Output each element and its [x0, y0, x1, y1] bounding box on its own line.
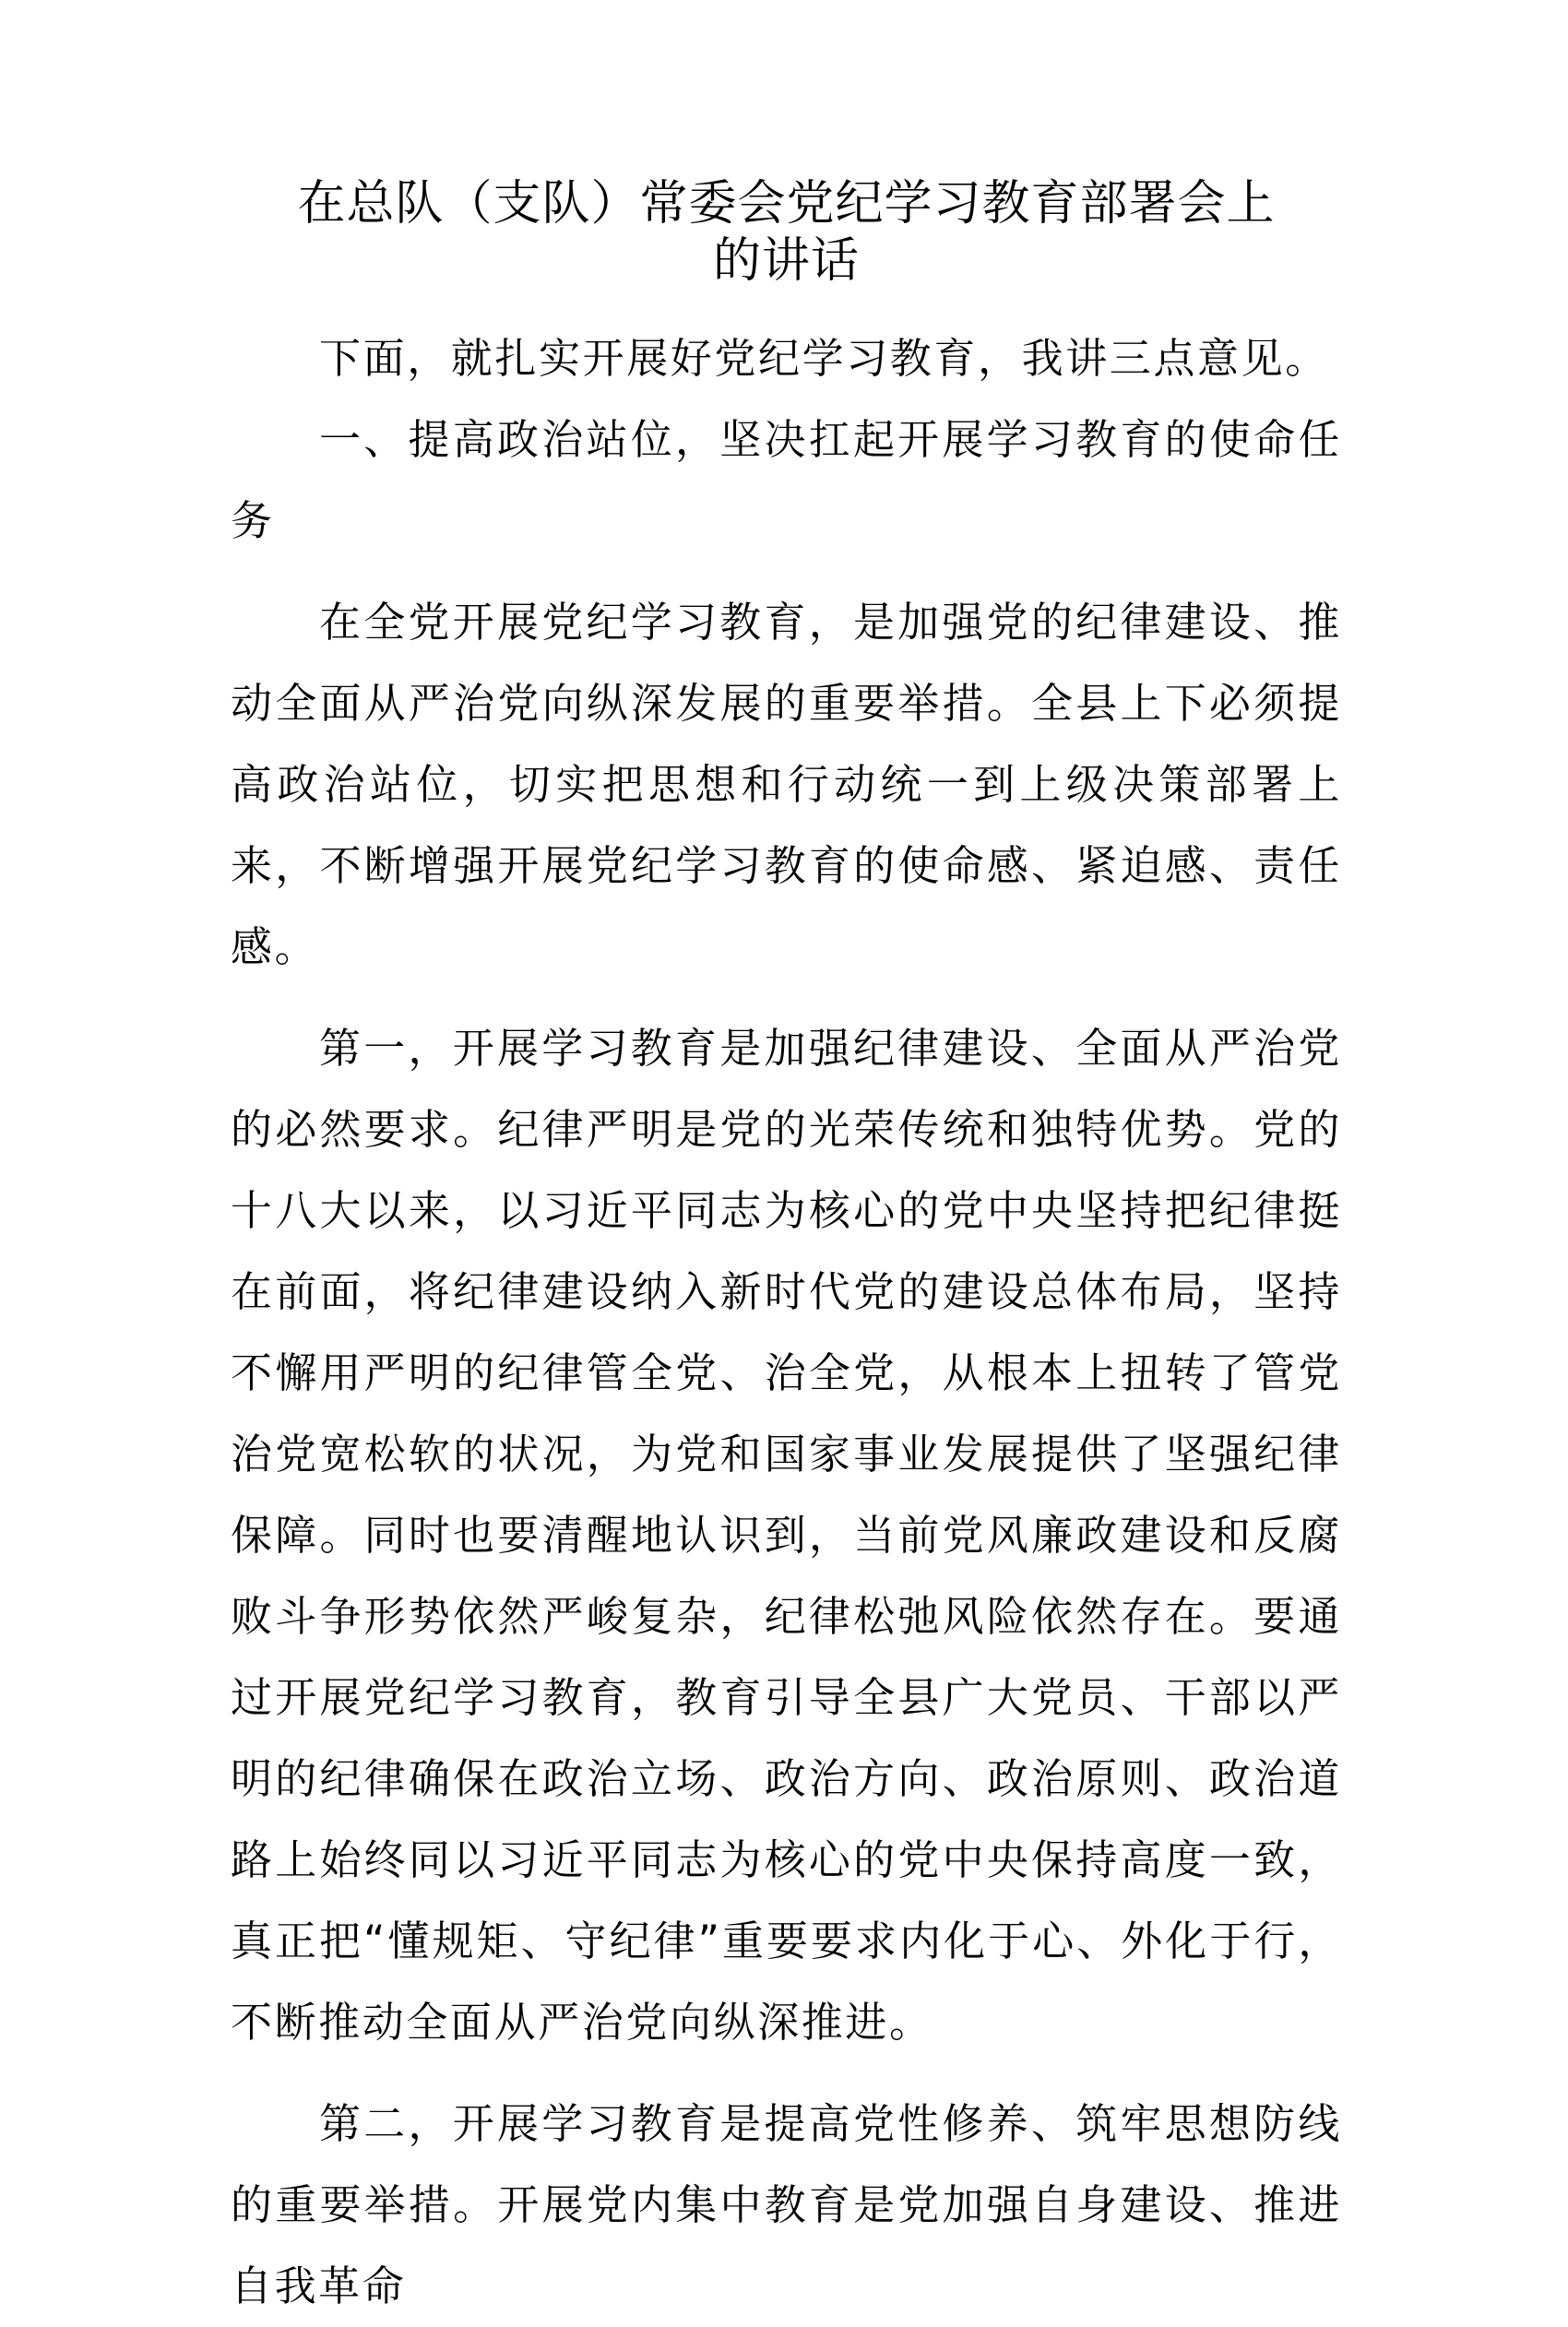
title-line-1: 在总队（支队）常委会党纪学习教育部署会上: [297, 176, 1276, 232]
body-paragraph-3: 第二，开展学习教育是提高党性修养、筑牢思想防线的重要举措。开展党内集中教育是党加强自身建设、推进自我革命: [231, 2099, 1342, 2310]
title-line-2: 的讲话: [712, 233, 860, 289]
document-body: [231, 318, 1342, 2327]
intro-paragraph: 下面，就扎实开展好党纪学习教育，我讲三点意见。: [319, 334, 1329, 383]
body-paragraph-1: 在全党开展党纪学习教育，是加强党的纪律建设、推动全面从严治党向纵深发展的重要举措。全县上下必须提高政治站位，切实把思想和行动统一到上级决策部署上来，不断增强开展党纪学习教育的使命感、紧迫感、责任感。: [231, 598, 1342, 971]
section-heading-1: 一、提高政治站位，坚决扛起开展学习教育的使命任务: [231, 415, 1342, 545]
body-paragraph-2: 第一，开展学习教育是加强纪律建设、全面从严治党的必然要求。纪律严明是党的光荣传统和独特优势。党的十八大以来，以习近平同志为核心的党中央坚持把纪律挺在前面，将纪律建设纳入新时代党的建设总体布局，坚持不懈用严明的纪律管全党、治全党，从根本上扭转了管党治党宽松软的状况，为党和国家事业发展提供了坚强纪律保障。同时也要清醒地认识到，当前党风廉政建设和反腐败斗争形势依然严峻复杂，纪律松弛风险依然存在。要通过开展党纪学习教育，教育引导全县广大党员、干部以严明的纪律确保在政治立场、政治方向、政治原则、政治道路上始终同以习近平同志为核心的党中央保持高度一致，真正把“懂规矩、守纪律”重要要求内化于心、外化于行，不断推动全面从严治党向纵深推进。: [231, 1024, 1342, 2047]
document-title: [231, 175, 1342, 290]
